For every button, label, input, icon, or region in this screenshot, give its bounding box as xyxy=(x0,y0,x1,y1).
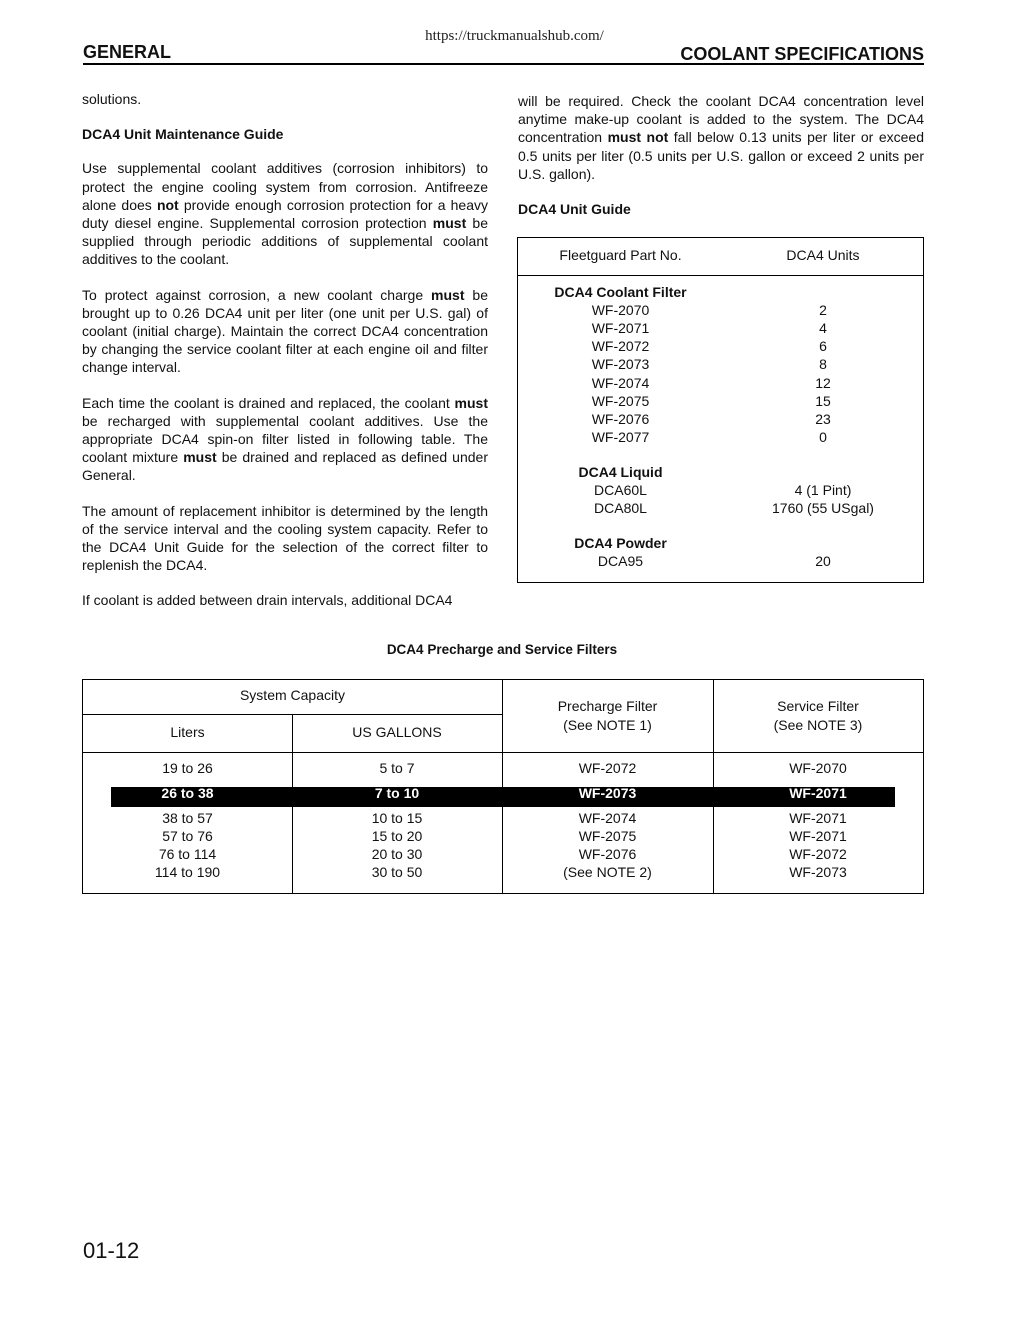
row-divider xyxy=(83,752,923,753)
section-header-right: COOLANT SPECIFICATIONS xyxy=(680,44,924,64)
unit-guide-row xyxy=(518,302,923,320)
unit-guide-row xyxy=(518,429,923,447)
source-url: https://truckmanualshub.com/ xyxy=(425,28,604,44)
group-label: DCA4 Coolant Filter xyxy=(554,284,687,300)
page-number: 01-12 xyxy=(83,1238,140,1263)
precharge-service-filters-table xyxy=(82,679,924,894)
unit-guide-group xyxy=(518,284,923,302)
precharge-filter: WF-2075 xyxy=(578,828,637,844)
part-number: WF-2077 xyxy=(591,428,650,445)
header-liters: Liters xyxy=(170,724,205,740)
precharge-table-title: DCA4 Precharge and Service Filters xyxy=(386,642,618,657)
header-us-gallons: US GALLONS xyxy=(352,724,442,740)
part-number: WF-2074 xyxy=(591,374,650,391)
unit-guide-group xyxy=(518,535,923,553)
capacity-liters: 19 to 26 xyxy=(162,760,213,776)
dca4-units: 4 xyxy=(819,320,827,337)
capacity-liters: 114 to 190 xyxy=(154,864,221,880)
precharge-filter: WF-2073 xyxy=(578,785,637,801)
heading-unit-guide: DCA4 Unit Guide xyxy=(518,201,631,218)
right-column xyxy=(518,92,924,234)
unit-guide-row xyxy=(518,320,923,338)
dca4-units: 1760 (55 USgal) xyxy=(772,500,874,517)
unit-guide-row xyxy=(518,500,923,518)
heading-maintenance-guide: DCA4 Unit Maintenance Guide xyxy=(82,126,284,143)
capacity-gallons: 30 to 50 xyxy=(371,864,423,880)
section-header-left: GENERAL xyxy=(83,42,172,62)
part-number: WF-2073 xyxy=(591,356,650,373)
service-filter: WF-2073 xyxy=(789,864,847,880)
capacity-liters: 38 to 57 xyxy=(162,810,213,826)
col-header-part-no: Fleetguard Part No. xyxy=(559,247,682,263)
unit-guide-row xyxy=(518,482,923,500)
capacity-gallons: 15 to 20 xyxy=(371,828,423,844)
group-label: DCA4 Liquid xyxy=(578,463,663,480)
dca4-units: 23 xyxy=(815,410,831,427)
part-number: WF-2071 xyxy=(591,320,650,337)
unit-guide-row xyxy=(518,393,923,411)
group-label: DCA4 Powder xyxy=(574,535,667,552)
unit-guide-row xyxy=(518,356,923,374)
paragraph-solutions: solutions. xyxy=(82,91,142,107)
precharge-filter: (See NOTE 2) xyxy=(563,864,652,880)
service-filter: WF-2071 xyxy=(789,828,847,844)
part-number: WF-2070 xyxy=(591,302,650,319)
dca4-units: 0 xyxy=(819,428,827,445)
part-number: WF-2072 xyxy=(591,338,650,355)
service-filter: WF-2070 xyxy=(789,760,847,776)
capacity-liters: 76 to 114 xyxy=(158,846,217,862)
header-rule xyxy=(83,63,924,65)
paragraph-concentration-check: will be required. Check the coolant DCA4 concentration level anytime make-up coolant is added to the system. The DCA4 concentration must not fall below 0.13 units per liter or exceed 0.5 units per liter (0.5 units per U.S. gallon or exceed 2 units per U.S. gallon). xyxy=(518,93,924,182)
part-number: DCA95 xyxy=(597,553,644,570)
part-number: DCA80L xyxy=(594,500,647,517)
unit-guide-row xyxy=(518,338,923,356)
dca4-units: 4 (1 Pint) xyxy=(794,482,852,498)
header-system-capacity: System Capacity xyxy=(239,687,346,703)
capacity-gallons: 20 to 30 xyxy=(371,846,423,862)
part-number: WF-2075 xyxy=(591,392,650,409)
unit-guide-header xyxy=(518,238,923,276)
precharge-filter: WF-2074 xyxy=(578,810,637,826)
unit-guide-group xyxy=(518,464,923,482)
service-filter: WF-2072 xyxy=(789,846,847,862)
left-column xyxy=(82,90,488,627)
paragraph-recharge: Each time the coolant is drained and replaced, the coolant must be recharged with supplemental coolant additives. Use the appropriate DCA4 spin-on filter listed in following table. The coolant mixture must be drained and replaced as defined under General. xyxy=(82,394,488,484)
header-service-filter: Service Filter (See NOTE 3) xyxy=(773,698,863,733)
dca4-units: 12 xyxy=(815,374,831,391)
dca4-units: 20 xyxy=(815,553,831,570)
capacity-liters: 26 to 38 xyxy=(161,785,214,801)
service-filter: WF-2071 xyxy=(789,785,847,801)
dca4-units: 6 xyxy=(819,338,827,355)
paragraph-replacement-inhibitor: The amount of replacement inhibitor is determined by the length of the service interval and the cooling system capacity. Refer to the DCA4 Unit Guide for the selection of the correct filter to replenish the DCA4. xyxy=(82,502,488,574)
unit-guide-row xyxy=(518,553,923,571)
unit-guide-row xyxy=(518,375,923,393)
capacity-gallons: 10 to 15 xyxy=(371,810,423,826)
dca4-units: 15 xyxy=(815,392,831,409)
dca4-units: 8 xyxy=(819,356,827,373)
capacity-gallons: 7 to 10 xyxy=(374,785,420,801)
paragraph-corrosion-protection: To protect against corrosion, a new coolant charge must be brought up to 0.26 DCA4 unit per liter (one unit per U.S. gal) of coolant (initial charge). Maintain the correct DCA4 concentration by changing the service coolant filter at each engine oil and filter change interval. xyxy=(82,286,488,376)
dca4-units: 2 xyxy=(819,302,827,319)
service-filter: WF-2071 xyxy=(789,810,847,826)
part-number: WF-2076 xyxy=(591,410,650,427)
col-header-dca4-units: DCA4 Units xyxy=(786,247,860,263)
header-precharge-filter: Precharge Filter (See NOTE 1) xyxy=(557,698,658,733)
row-divider xyxy=(83,714,502,715)
precharge-filter: WF-2076 xyxy=(578,846,637,862)
capacity-gallons: 5 to 7 xyxy=(379,760,415,776)
capacity-liters: 57 to 76 xyxy=(162,828,213,844)
paragraph-supplemental-additives: Use supplemental coolant additives (corrosion inhibitors) to protect the engine cooling system from corrosion. Antifreeze alone does not provide enough corrosion protection for a heavy duty diesel engine. Supplemental corrosion protection must be supplied through periodic additions of supplemental coolant additives to the coolant. xyxy=(82,160,488,268)
paragraph-additional-dca4: If coolant is added between drain intervals, additional DCA4 xyxy=(82,592,453,609)
unit-guide-row xyxy=(518,411,923,429)
precharge-filter: WF-2072 xyxy=(578,760,637,776)
dca4-unit-guide-table xyxy=(517,237,924,583)
part-number: DCA60L xyxy=(594,482,647,498)
